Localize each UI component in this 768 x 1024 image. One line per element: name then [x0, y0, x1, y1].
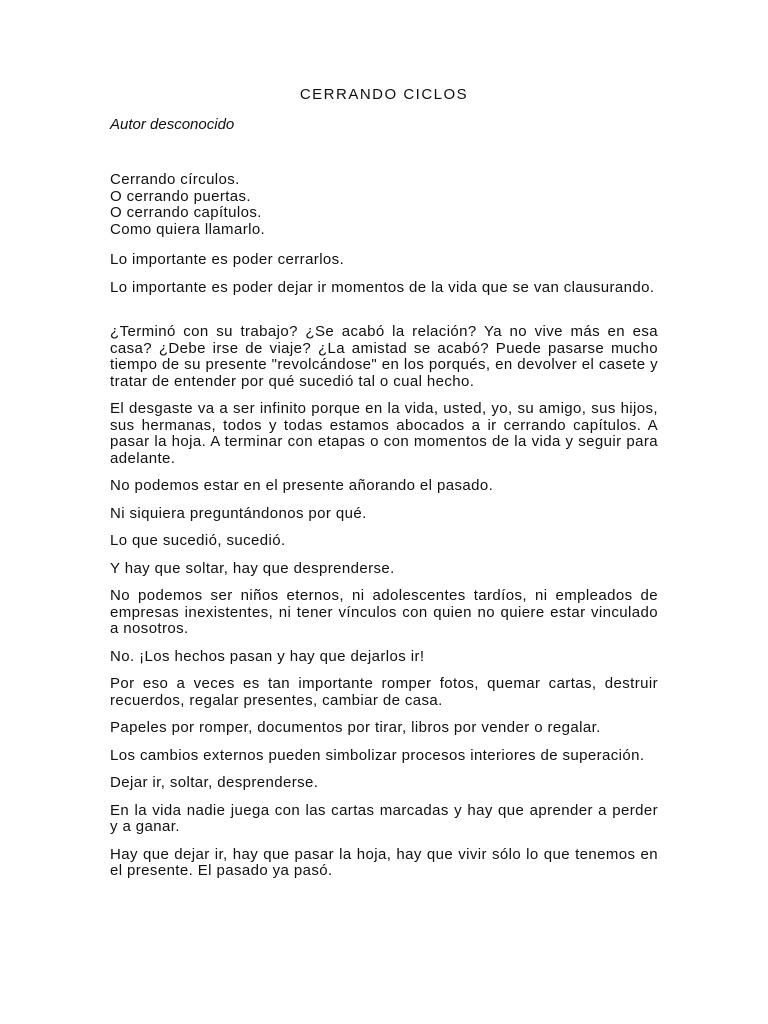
paragraph: En la vida nadie juega con las cartas marcadas y hay que aprender a perder y a ganar. — [110, 801, 658, 835]
verse-line: O cerrando capítulos. — [110, 204, 262, 221]
paragraph: No podemos estar en el presente añorando el pasado. — [110, 477, 494, 494]
document-author: Autor desconocido — [110, 116, 235, 133]
document-body — [110, 172, 658, 891]
paragraph: ¿Terminó con su trabajo? ¿Se acabó la relación? Ya no vive más en esa casa? ¿Debe irse de viaje? ¿La amistad se acabó? Puede pasarse mucho tiempo de su presente "revolcándose" en los porqués, en devolver el casete y tratar de entender por qué sucedió tal o cual hecho. — [110, 323, 658, 390]
paragraph: No. ¡Los hechos pasan y hay que dejarlos ir! — [110, 647, 425, 665]
verse-line: Como quiera llamarlo. — [110, 220, 266, 238]
paragraph: El desgaste va a ser infinito porque en la vida, usted, yo, su amigo, sus hijos, sus hermanas, todos y todas estamos abocados a ir cerrando capítulos. A pasar la hoja. A terminar con etapas o con momentos de la vida y seguir para adelante. — [110, 400, 658, 467]
paragraph: Lo importante es poder dejar ir momentos de la vida que se van clausurando. — [110, 278, 655, 296]
paragraph: Lo importante es poder cerrarlos. — [110, 251, 345, 268]
paragraph: Por eso a veces es tan importante romper fotos, quemar cartas, destruir recuerdos, regalar presentes, cambiar de casa. — [110, 675, 658, 709]
paragraph: No podemos ser niños eternos, ni adolescentes tardíos, ni empleados de empresas inexistentes, ni tener vínculos con quien no quiere estar vinculado a nosotros. — [110, 587, 658, 637]
verse-line: O cerrando puertas. — [110, 187, 252, 205]
paragraph: Ni siquiera preguntándonos por qué. — [110, 504, 367, 522]
opening-verse — [110, 172, 658, 238]
paragraph: Lo que sucedió, sucedió. — [110, 532, 286, 549]
paragraph: Los cambios externos pueden simbolizar procesos interiores de superación. — [110, 746, 645, 764]
paragraph: Papeles por romper, documentos por tirar, libros por vender o regalar. — [110, 719, 601, 736]
paragraph: Dejar ir, soltar, desprenderse. — [110, 774, 319, 791]
document-title: CERRANDO CICLOS — [299, 86, 469, 103]
verse-line: Cerrando círculos. — [110, 171, 240, 188]
paragraph: Hay que dejar ir, hay que pasar la hoja, hay que vivir sólo lo que tenemos en el presente. El pasado ya pasó. — [110, 845, 658, 879]
paragraph: Y hay que soltar, hay que desprenderse. — [110, 559, 395, 577]
